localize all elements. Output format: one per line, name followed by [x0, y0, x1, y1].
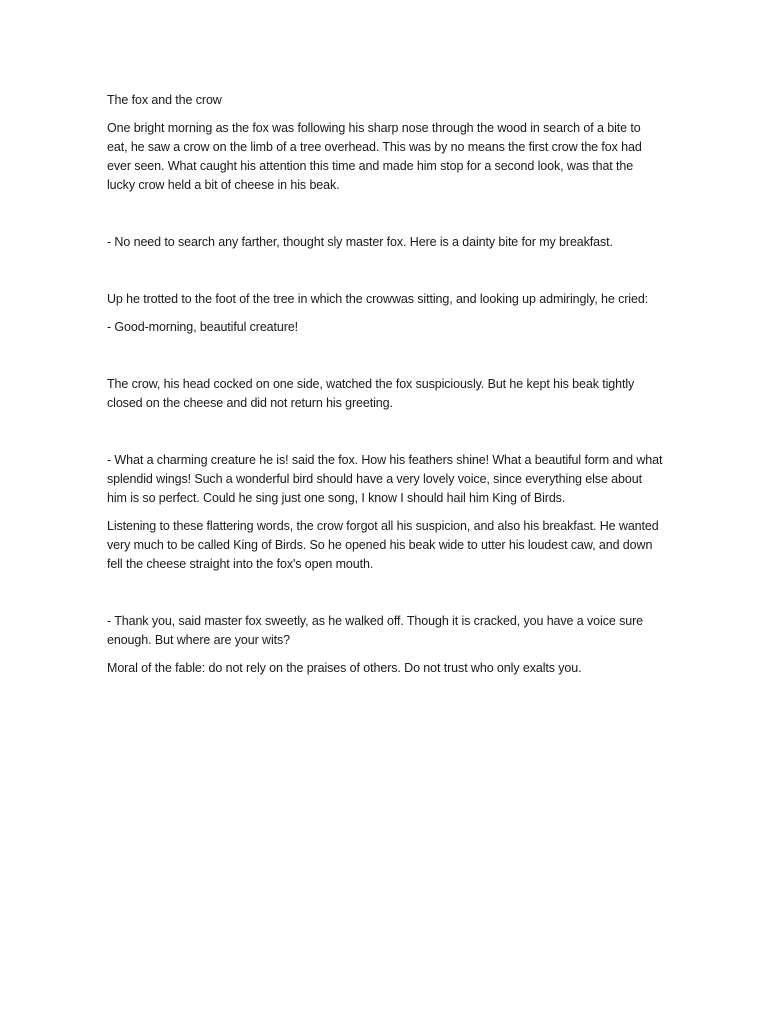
paragraph: Up he trotted to the foot of the tree in which the crowwas sitting, and looking up admiringly, he cried:: [107, 292, 649, 306]
document-title: The fox and the crow: [107, 93, 222, 107]
paragraph: - Good-morning, beautiful creature!: [107, 320, 299, 334]
paragraph: One bright morning as the fox was following his sharp nose through the wood in search of a bite to eat, he saw a crow on the limb of a tree overhead. This was by no means the first crow the fox had ever seen. What caught his attention this time and made him stop for a second look, was that the lucky crow held a bit of cheese in his beak.: [107, 121, 642, 192]
paragraph: - Thank you, said master fox sweetly, as he walked off. Though it is cracked, you have a voice sure enough. But where are your wits?: [107, 614, 643, 647]
paragraph: Listening to these flattering words, the crow forgot all his suspicion, and also his breakfast. He wanted very much to be called King of Birds. So he opened his beak wide to utter his loudest caw, and down fell the cheese straight into the fox's open mouth.: [107, 519, 659, 571]
paragraph: - No need to search any farther, thought sly master fox. Here is a dainty bite for my breakfast.: [107, 235, 613, 249]
document-body: [107, 91, 663, 678]
paragraph: The crow, his head cocked on one side, watched the fox suspiciously. But he kept his beak tightly closed on the cheese and did not return his greeting.: [107, 377, 635, 410]
paragraph: Moral of the fable: do not rely on the praises of others. Do not trust who only exalts you.: [107, 661, 582, 675]
paragraph: - What a charming creature he is! said the fox. How his feathers shine! What a beautiful form and what splendid wings! Such a wonderful bird should have a very lovely voice, since everything else about him is so perfect. Could he sing just one song, I know I should hail him King of Birds.: [107, 453, 663, 505]
